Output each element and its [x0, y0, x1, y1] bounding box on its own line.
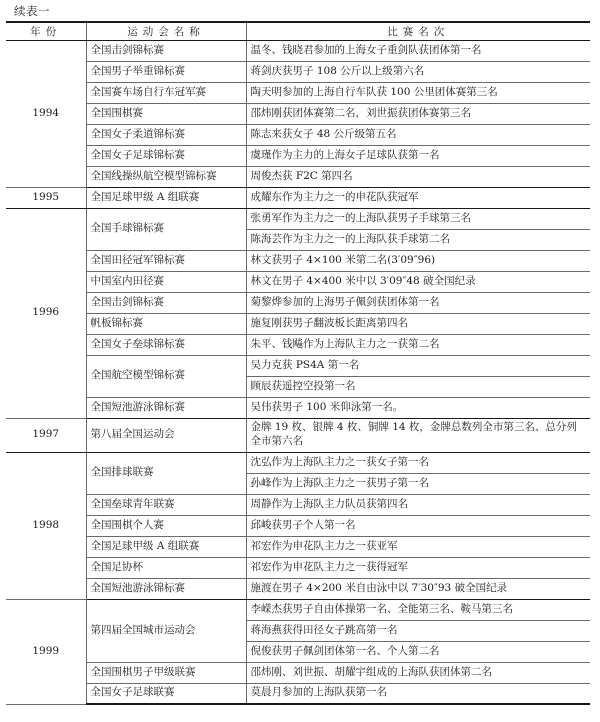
- table-row: [6, 166, 590, 187]
- sports-results-table: [6, 21, 590, 705]
- table-row: [6, 271, 590, 292]
- result-cell: 施复刚获男子翻波板长距离第四名: [246, 313, 590, 334]
- table-row: [6, 683, 590, 704]
- table-row: [6, 515, 590, 536]
- year-cell: 1994: [6, 40, 86, 187]
- table-row: [6, 250, 590, 271]
- event-cell: 全国围棋赛: [86, 103, 246, 124]
- result-cell: 沈弘作为上海队主力之一获女子第一名: [246, 452, 590, 473]
- event-cell: 全国女子垒球锦标赛: [86, 334, 246, 355]
- table-row: [6, 82, 590, 103]
- table-row: [6, 557, 590, 578]
- table-row: [6, 40, 590, 61]
- table-row: [6, 397, 590, 418]
- result-cell: 林文在男子 4×400 米中以 3′09″48 破全国纪录: [246, 271, 590, 292]
- table-row: [6, 334, 590, 355]
- result-cell: 孙峰作为上海队主力之一获男子第一名: [246, 473, 590, 494]
- result-cell: 周静作为上海队主力队员获第四名: [246, 494, 590, 515]
- table-row: [6, 662, 590, 683]
- event-cell: 全国男子举重锦标赛: [86, 61, 246, 82]
- table-row: [6, 145, 590, 166]
- result-cell: 温冬、钱晓君参加的上海女子重剑队获团体第一名: [246, 40, 590, 61]
- result-cell: 吴伟获男子 100 米仰泳第一名。: [246, 397, 590, 418]
- event-cell: 全国手球锦标赛: [86, 208, 246, 250]
- event-cell: 全国航空模型锦标赛: [86, 355, 246, 397]
- table-caption: 续表一: [14, 4, 50, 18]
- event-cell: 全国短池游泳锦标赛: [86, 578, 246, 599]
- table-row: [6, 313, 590, 334]
- event-cell: 全国女子柔道锦标赛: [86, 124, 246, 145]
- result-cell: 祁宏作为申花队主力之一获亚军: [246, 536, 590, 557]
- table-row: [6, 61, 590, 82]
- result-cell: 成耀东作为主力之一的申花队获冠军: [246, 187, 590, 208]
- result-cell: 祁宏作为申花队主力之一获得冠军: [246, 557, 590, 578]
- event-cell: 全国击剑锦标赛: [86, 292, 246, 313]
- result-cell: 顾辰获遥控空投第一名: [246, 376, 590, 397]
- event-cell: 全国垒球青年联赛: [86, 494, 246, 515]
- result-cell: 倪俊获男子佩剑团体第一名、个人第二名: [246, 641, 590, 662]
- year-cell: 1997: [6, 418, 86, 452]
- event-cell: 中国室内田径赛: [86, 271, 246, 292]
- event-cell: 全国短池游泳锦标赛: [86, 397, 246, 418]
- result-cell: 朱平、钱飚作为上海队主力之一获第二名: [246, 334, 590, 355]
- result-cell: 蒋海燕获得田径女子跳高第一名: [246, 620, 590, 641]
- event-cell: 全国击剑锦标赛: [86, 40, 246, 61]
- result-cell: 吴力克获 PS4A 第一名: [246, 355, 590, 376]
- table-row: [6, 452, 590, 473]
- result-cell: 陶天明参加的上海自行车队获 100 公里团体赛第三名: [246, 82, 590, 103]
- result-cell: 施渡在男子 4×200 米自由泳中以 7′30″93 破全国纪录: [246, 578, 590, 599]
- table-row: [6, 187, 590, 208]
- table-row: [6, 536, 590, 557]
- year-cell: 1998: [6, 452, 86, 599]
- event-cell: 第八届全国运动会: [86, 418, 246, 452]
- result-cell: 菊黎烨参加的上海男子佩剑获团体第一名: [246, 292, 590, 313]
- header-year: 年份: [6, 22, 86, 40]
- year-cell: 1995: [6, 187, 86, 208]
- result-cell: 蒋剑庆获男子 108 公斤以上级第六名: [246, 61, 590, 82]
- table-row: [6, 103, 590, 124]
- table-row: [6, 578, 590, 599]
- table-row: [6, 124, 590, 145]
- result-cell: 陈志来获女子 48 公斤级第五名: [246, 124, 590, 145]
- year-cell: 1999: [6, 599, 86, 704]
- event-cell: 全国排球联赛: [86, 452, 246, 494]
- table-row: [6, 418, 590, 452]
- result-cell: 周俊杰获 F2C 第四名: [246, 166, 590, 187]
- event-cell: 第四届全国城市运动会: [86, 599, 246, 662]
- table-row: [6, 292, 590, 313]
- table-row: [6, 355, 590, 376]
- table-header-row: [6, 22, 590, 40]
- event-cell: 全国田径冠军锦标赛: [86, 250, 246, 271]
- result-cell: 李嵘杰获男子自由体操第一名、全能第三名、鞍马第三名: [246, 599, 590, 620]
- header-event: 运动会名称: [86, 22, 246, 40]
- event-cell: 全国赛车场自行车冠军赛: [86, 82, 246, 103]
- event-cell: 全国足协杯: [86, 557, 246, 578]
- table-row: [6, 599, 590, 620]
- event-cell: 全国足球甲级 A 组联赛: [86, 536, 246, 557]
- result-cell: 邵炜刚、刘世振、胡耀宇组成的上海队获团体第二名: [246, 662, 590, 683]
- event-cell: 全国女子足球锦标赛: [86, 145, 246, 166]
- event-cell: 全国围棋个人赛: [86, 515, 246, 536]
- result-cell: 莫晨月参加的上海队获第一名: [246, 683, 590, 704]
- table-row: [6, 494, 590, 515]
- event-cell: 全国女子足球联赛: [86, 683, 246, 704]
- header-result: 比赛名次: [246, 22, 590, 40]
- result-cell: 林文获男子 4×100 米第二名(3′09″96): [246, 250, 590, 271]
- event-cell: 全国足球甲级 A 组联赛: [86, 187, 246, 208]
- result-cell: 金牌 19 枚、银牌 4 枚、铜牌 14 枚，金牌总数列全市第三名、总分列全市第六名: [246, 418, 590, 452]
- event-cell: 全国线操纵航空模型锦标赛: [86, 166, 246, 187]
- result-cell: 邵炜刚获团体赛第二名，刘世振获团体赛第三名: [246, 103, 590, 124]
- result-cell: 陈海芸作为主力之一的上海队获手球第二名: [246, 229, 590, 250]
- event-cell: 全国围棋男子甲级联赛: [86, 662, 246, 683]
- year-cell: 1996: [6, 208, 86, 418]
- table-row: [6, 208, 590, 229]
- event-cell: 帆板锦标赛: [86, 313, 246, 334]
- result-cell: 虞瑾作为主力的上海女子足球队获第一名: [246, 145, 590, 166]
- result-cell: 邱峻获男子个人第一名: [246, 515, 590, 536]
- result-cell: 张勇军作为主力之一的上海队获男子手球第三名: [246, 208, 590, 229]
